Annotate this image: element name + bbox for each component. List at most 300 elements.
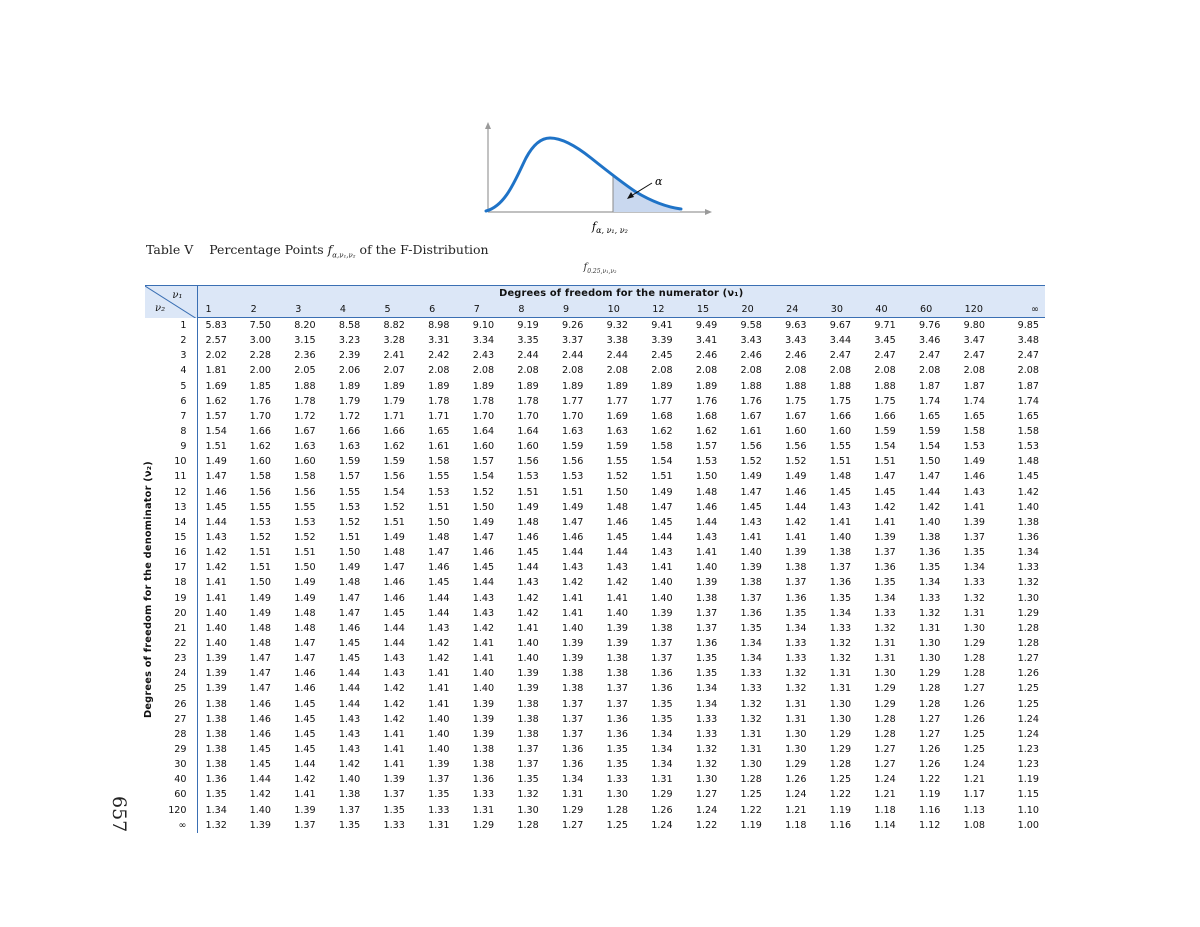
table-cell: 1.41 <box>785 532 807 544</box>
table-cell: 1.39 <box>874 532 896 544</box>
table-cell: 1.31 <box>740 728 762 740</box>
table-cell: 1.89 <box>606 380 628 392</box>
table-cell: 1.76 <box>695 395 718 407</box>
table-cell: 1.27 <box>919 728 941 740</box>
table-cell: 2.47 <box>874 350 896 362</box>
table-cell: 1.77 <box>606 395 628 407</box>
table-cell: 1.31 <box>785 713 807 725</box>
table-cell: 1.39 <box>205 668 227 680</box>
table-cell: 1.35 <box>428 789 450 801</box>
table-cell: 1.25 <box>829 774 852 786</box>
table-cell: 1.26 <box>651 804 673 816</box>
column-header: 5 <box>376 302 421 318</box>
table-cell: 1.45 <box>294 744 316 755</box>
table-cell: 1.26 <box>919 744 941 755</box>
table-cell: 1.38 <box>517 698 539 710</box>
table-cell: 1.46 <box>249 713 271 725</box>
table-cell: 1.76 <box>249 395 271 407</box>
table-cell: 1.48 <box>294 607 316 619</box>
table-cell: 1.47 <box>383 562 405 574</box>
table-row <box>145 560 1045 575</box>
table-cell: 1.37 <box>740 592 762 604</box>
table-cell: 1.44 <box>338 668 361 680</box>
table-cell: 1.18 <box>785 819 807 831</box>
table-cell: 2.42 <box>428 350 450 362</box>
table-cell: 1.52 <box>606 471 628 483</box>
table-cell: 1.29 <box>472 819 495 831</box>
table-cell: 1.59 <box>338 456 361 468</box>
table-cell: 1.34 <box>562 774 584 786</box>
table-cell: 1.56 <box>740 441 762 453</box>
table-cell: 1.44 <box>249 774 271 786</box>
table-cell: 1.35 <box>651 713 673 725</box>
table-cell: 1.45 <box>874 486 896 498</box>
table-row <box>145 818 1045 833</box>
table-cell: 9.32 <box>606 320 628 332</box>
density-curve <box>486 138 681 211</box>
table-cell: 1.57 <box>338 471 361 483</box>
table-cell: 1.43 <box>383 653 405 665</box>
table-cell: 1.37 <box>428 774 450 786</box>
table-cell: 1.53 <box>517 471 539 483</box>
table-cell: 1.28 <box>963 653 985 665</box>
column-header: 24 <box>777 302 822 318</box>
table-cell: 1.19 <box>1017 774 1040 786</box>
table-cell: 1.45 <box>472 562 495 574</box>
table-cell: 1.34 <box>1017 547 1040 559</box>
table-cell: 1.41 <box>428 698 450 710</box>
table-cell: 1.45 <box>249 759 271 771</box>
table-cell: 2.44 <box>517 350 539 362</box>
table-cell: 1.24 <box>1017 728 1040 740</box>
table-cell: 1.63 <box>294 441 316 453</box>
table-cell: 1.25 <box>1017 698 1040 710</box>
table-cell: 1.45 <box>294 713 316 725</box>
table-cell: 1.45 <box>338 638 361 650</box>
table-cell: 1.45 <box>294 728 316 740</box>
table-cell: 1.35 <box>919 562 941 574</box>
table-cell: 1.30 <box>1017 592 1040 604</box>
table-cell: 1.44 <box>338 698 361 710</box>
table-cell: 1.70 <box>249 410 271 422</box>
table-cell: 1.58 <box>963 426 985 438</box>
table-cell: 1.47 <box>874 471 896 483</box>
table-cell: 1.60 <box>249 456 271 468</box>
table-cell: 1.42 <box>383 683 405 695</box>
table-cell: 2.08 <box>428 365 450 377</box>
table-cell: 2.08 <box>472 365 495 377</box>
table-cell: 1.24 <box>1017 713 1040 725</box>
table-cell: 1.61 <box>428 441 450 453</box>
row-header: 12 <box>145 485 197 500</box>
table-cell: 1.39 <box>517 683 539 695</box>
table-cell: 2.47 <box>963 350 985 362</box>
table-cell: 1.30 <box>829 713 852 725</box>
table-cell: 1.47 <box>919 471 941 483</box>
corner-numerator-symbol: ν₁ <box>172 290 183 301</box>
table-cell: 1.35 <box>829 592 852 604</box>
table-row <box>145 636 1045 651</box>
table-cell: 1.28 <box>919 698 941 710</box>
table-cell: 1.37 <box>874 547 896 559</box>
table-cell: 1.45 <box>249 744 271 755</box>
table-cell: 1.43 <box>383 668 405 680</box>
table-cell: 1.37 <box>651 653 673 665</box>
table-cell: 2.02 <box>205 350 227 362</box>
table-cell: 1.41 <box>562 592 584 604</box>
table-cell: 1.47 <box>472 532 495 544</box>
table-cell: 2.08 <box>695 365 718 377</box>
table-cell: 1.36 <box>205 774 227 786</box>
table-cell: 1.24 <box>963 759 985 771</box>
table-cell: 1.87 <box>1017 380 1040 392</box>
table-cell: 2.46 <box>740 350 762 362</box>
table-cell: 1.55 <box>606 456 628 468</box>
table-cell: 1.30 <box>963 622 985 634</box>
column-header: 30 <box>822 302 867 318</box>
table-cell: 1.45 <box>205 501 227 513</box>
table-row <box>145 681 1045 696</box>
table-cell: 8.58 <box>338 320 361 332</box>
column-header: 15 <box>688 302 733 318</box>
table-cell: 1.31 <box>829 683 852 695</box>
table-cell: 1.51 <box>383 516 405 528</box>
table-cell: 1.40 <box>829 532 852 544</box>
table-cell: 1.33 <box>695 728 718 740</box>
table-cell: 1.37 <box>829 562 852 574</box>
table-cell: 1.31 <box>874 653 896 665</box>
table-cell: 1.27 <box>562 819 584 831</box>
table-cell: 1.49 <box>517 501 539 513</box>
table-cell: 1.47 <box>249 668 271 680</box>
table-cell: 1.68 <box>695 410 718 422</box>
table-cell: 1.45 <box>517 547 539 559</box>
row-header: 30 <box>145 757 197 772</box>
table-cell: 1.33 <box>606 774 628 786</box>
table-cell: 1.34 <box>651 744 673 755</box>
table-cell: 1.89 <box>695 380 718 392</box>
table-cell: 1.46 <box>517 532 539 544</box>
table-cell: 2.41 <box>383 350 405 362</box>
table-cell: 1.45 <box>606 532 628 544</box>
table-cell: 1.41 <box>874 516 896 528</box>
table-cell: 2.06 <box>338 365 361 377</box>
table-cell: 2.08 <box>517 365 539 377</box>
table-cell: 1.52 <box>740 456 762 468</box>
table-cell: 1.40 <box>205 638 227 650</box>
column-header: ∞ <box>1000 302 1045 318</box>
table-cell: 1.48 <box>517 516 539 528</box>
table-cell: 3.48 <box>1017 335 1040 347</box>
table-cell: 1.29 <box>874 698 896 710</box>
table-cell: 1.42 <box>517 607 539 619</box>
table-cell: 3.47 <box>963 335 985 347</box>
table-cell: 1.65 <box>428 426 450 438</box>
table-cell: 1.30 <box>919 653 941 665</box>
table-cell: 1.39 <box>472 698 495 710</box>
table-cell: 1.43 <box>695 532 718 544</box>
table-cell: 1.51 <box>874 456 896 468</box>
table-cell: 1.46 <box>205 486 227 498</box>
table-row <box>145 727 1045 742</box>
table-cell: 1.89 <box>517 380 539 392</box>
table-body <box>145 318 1045 833</box>
table-cell: 1.54 <box>205 426 227 438</box>
table-cell: 1.44 <box>517 562 539 574</box>
table-cell: 1.42 <box>249 789 271 801</box>
table-cell: 2.39 <box>338 350 361 362</box>
table-cell: 1.33 <box>740 668 762 680</box>
table-cell: 1.37 <box>517 744 539 755</box>
caption-f-subscript: α,ν₁,ν₂ <box>332 251 356 260</box>
table-row <box>145 439 1045 454</box>
table-cell: 1.26 <box>963 698 985 710</box>
table-cell: 1.49 <box>338 562 361 574</box>
table-cell: 1.79 <box>338 395 361 407</box>
table-cell: 1.43 <box>338 713 361 725</box>
table-cell: 1.63 <box>606 426 628 438</box>
table-cell: 1.24 <box>874 774 896 786</box>
table-cell: 1.74 <box>919 395 941 407</box>
table-subtitle: $f_{0.25,\nu_1,\nu_2}$ <box>583 262 617 275</box>
table-cell: 1.32 <box>740 713 762 725</box>
table-cell: 1.32 <box>517 789 539 801</box>
table-cell: 1.15 <box>1017 789 1040 801</box>
table-cell: 1.38 <box>740 577 762 589</box>
table-cell: 1.40 <box>651 577 673 589</box>
table-cell: 1.41 <box>695 547 718 559</box>
table-cell: 1.35 <box>785 607 807 619</box>
table-cell: 1.42 <box>428 638 450 650</box>
table-cell: 1.37 <box>606 683 628 695</box>
table-cell: 1.35 <box>606 744 628 755</box>
table-cell: 1.39 <box>606 638 628 650</box>
table-cell: 1.44 <box>651 532 673 544</box>
table-cell: 1.21 <box>785 804 807 816</box>
table-cell: 1.26 <box>963 713 985 725</box>
table-row <box>145 757 1045 772</box>
table-cell: 1.49 <box>294 577 316 589</box>
table-cell: 1.27 <box>695 789 718 801</box>
table-cell: 1.46 <box>294 683 316 695</box>
row-header: 11 <box>145 469 197 484</box>
row-header: 27 <box>145 712 197 727</box>
table-cell: 9.80 <box>963 320 985 332</box>
table-cell: 1.32 <box>829 638 852 650</box>
table-cell: 1.34 <box>874 592 896 604</box>
table-cell: 1.24 <box>785 789 807 801</box>
table-cell: 1.59 <box>874 426 896 438</box>
table-cell: 1.46 <box>249 698 271 710</box>
table-cell: 1.77 <box>562 395 584 407</box>
table-cell: 1.39 <box>695 577 718 589</box>
table-cell: 1.42 <box>517 592 539 604</box>
table-cell: 1.41 <box>205 577 227 589</box>
denominator-title: Degrees of freedom for the denominator (ν₂) <box>143 461 154 718</box>
table-cell: 1.71 <box>428 410 450 422</box>
table-cell: 1.47 <box>338 607 361 619</box>
table-cell: 1.31 <box>829 668 852 680</box>
table-cell: 1.41 <box>740 532 762 544</box>
table-cell: 1.30 <box>695 774 718 786</box>
table-cell: 9.85 <box>1017 320 1040 332</box>
table-cell: 1.81 <box>205 365 227 377</box>
table-cell: 1.34 <box>829 607 852 619</box>
table-cell: 1.42 <box>205 547 227 559</box>
table-cell: 1.67 <box>785 410 807 422</box>
row-header: 24 <box>145 666 197 681</box>
table-cell: 3.00 <box>249 335 271 347</box>
table-cell: 1.33 <box>785 653 807 665</box>
table-cell: 1.42 <box>874 501 896 513</box>
table-cell: 1.75 <box>874 395 896 407</box>
table-cell: 1.51 <box>829 456 852 468</box>
table-row <box>145 515 1045 530</box>
table-cell: 1.50 <box>338 547 361 559</box>
table-cell: 1.32 <box>963 592 985 604</box>
table-cell: 1.34 <box>740 638 762 650</box>
table-cell: 1.33 <box>829 622 852 634</box>
table-cell: 1.65 <box>963 410 985 422</box>
table-cell: 1.43 <box>472 592 495 604</box>
table-cell: 1.46 <box>963 471 985 483</box>
table-cell: 1.46 <box>785 486 807 498</box>
table-cell: 1.70 <box>517 410 539 422</box>
table-cell: 1.46 <box>428 562 450 574</box>
table-cell: 1.30 <box>874 668 896 680</box>
table-cell: 1.57 <box>205 410 227 422</box>
table-cell: 2.08 <box>919 365 941 377</box>
row-header: 17 <box>145 560 197 575</box>
table-cell: 1.45 <box>383 607 405 619</box>
table-cell: 1.16 <box>829 819 852 831</box>
table-cell: 1.61 <box>740 426 762 438</box>
table-cell: 1.75 <box>785 395 807 407</box>
table-cell: 1.41 <box>472 638 495 650</box>
table-cell: 1.21 <box>874 789 896 801</box>
table-cell: 1.27 <box>874 744 896 755</box>
table-cell: 1.52 <box>383 501 405 513</box>
table-cell: 1.47 <box>205 471 227 483</box>
table-cell: 1.31 <box>428 819 450 831</box>
table-cell: 1.25 <box>740 789 762 801</box>
table-cell: 1.66 <box>874 410 896 422</box>
column-header: 1 <box>197 302 242 318</box>
table-cell: 1.38 <box>472 759 495 771</box>
table-cell: 1.89 <box>651 380 673 392</box>
table-cell: 1.49 <box>785 471 807 483</box>
table-cell: 3.28 <box>383 335 405 347</box>
table-cell: 1.60 <box>517 441 539 453</box>
table-cell: 1.37 <box>562 728 584 740</box>
table-cell: 2.44 <box>562 350 584 362</box>
table-cell: 1.45 <box>338 653 361 665</box>
table-cell: 2.05 <box>294 365 316 377</box>
table-cell: 1.41 <box>383 759 405 771</box>
table-cell: 9.19 <box>517 320 539 332</box>
table-cell: 1.63 <box>562 426 584 438</box>
table-cell: 1.36 <box>1017 532 1040 544</box>
table-cell: 1.88 <box>829 380 852 392</box>
table-row <box>145 379 1045 394</box>
table-cell: 1.00 <box>1017 819 1040 831</box>
table-cell: 1.53 <box>1017 441 1040 453</box>
table-cell: 1.36 <box>829 577 852 589</box>
table-cell: 1.25 <box>963 728 985 740</box>
table-cell: 1.65 <box>1017 410 1040 422</box>
table-cell: 1.54 <box>919 441 941 453</box>
table-cell: 1.62 <box>205 395 227 407</box>
table-cell: 1.42 <box>919 501 941 513</box>
table-cell: 3.15 <box>294 335 316 347</box>
table-cell: 1.42 <box>338 759 361 771</box>
table-cell: 1.29 <box>963 638 985 650</box>
table-cell: 1.62 <box>695 426 718 438</box>
column-header-row <box>145 302 1045 318</box>
table-cell: 1.58 <box>294 471 316 483</box>
table-row <box>145 424 1045 439</box>
table-cell: 1.88 <box>294 380 316 392</box>
table-cell: 1.41 <box>383 744 405 755</box>
table-cell: 1.44 <box>785 501 807 513</box>
critical-value-subscript: α, ν₁, ν₂ <box>596 226 628 235</box>
table-cell: 1.40 <box>517 653 539 665</box>
table-cell: 1.71 <box>383 410 405 422</box>
table-cell: 1.53 <box>562 471 584 483</box>
table-cell: 1.56 <box>383 471 405 483</box>
table-cell: 1.48 <box>338 577 361 589</box>
table-cell: 1.54 <box>383 486 405 498</box>
table-cell: 1.31 <box>562 789 584 801</box>
table-cell: 1.50 <box>428 516 450 528</box>
table-cell: 1.39 <box>472 713 495 725</box>
table-cell: 1.31 <box>740 744 762 755</box>
table-cell: 1.43 <box>740 516 762 528</box>
table-cell: 1.49 <box>249 592 271 604</box>
table-cell: 1.64 <box>517 426 539 438</box>
table-cell: 1.53 <box>695 456 718 468</box>
table-cell: 1.44 <box>428 592 450 604</box>
table-cell: 1.42 <box>562 577 584 589</box>
table-cell: 1.39 <box>428 759 450 771</box>
table-cell: 1.38 <box>829 547 852 559</box>
table-cell: 1.44 <box>606 547 628 559</box>
table-cell: 1.30 <box>517 804 539 816</box>
table-cell: 1.38 <box>517 713 539 725</box>
row-header: 21 <box>145 621 197 636</box>
figure-axes <box>485 122 712 215</box>
table-cell: 1.27 <box>874 759 896 771</box>
table-cell: 1.39 <box>785 547 807 559</box>
table-cell: 1.38 <box>205 744 227 755</box>
table-cell: 3.31 <box>428 335 450 347</box>
table-cell: 1.45 <box>740 501 762 513</box>
table-cell: 1.35 <box>740 622 762 634</box>
table-cell: 9.71 <box>874 320 896 332</box>
table-cell: 1.29 <box>651 789 673 801</box>
table-row <box>145 803 1045 818</box>
table-row <box>145 772 1045 787</box>
table-cell: 3.43 <box>740 335 762 347</box>
table-cell: 1.89 <box>338 380 361 392</box>
row-header: 26 <box>145 697 197 712</box>
table-cell: 1.40 <box>472 683 495 695</box>
table-cell: 1.39 <box>651 607 673 619</box>
table-cell: 1.23 <box>1017 744 1040 755</box>
table-cell: 1.44 <box>294 759 316 771</box>
table-cell: 1.89 <box>383 380 405 392</box>
table-cell: 1.49 <box>249 607 271 619</box>
